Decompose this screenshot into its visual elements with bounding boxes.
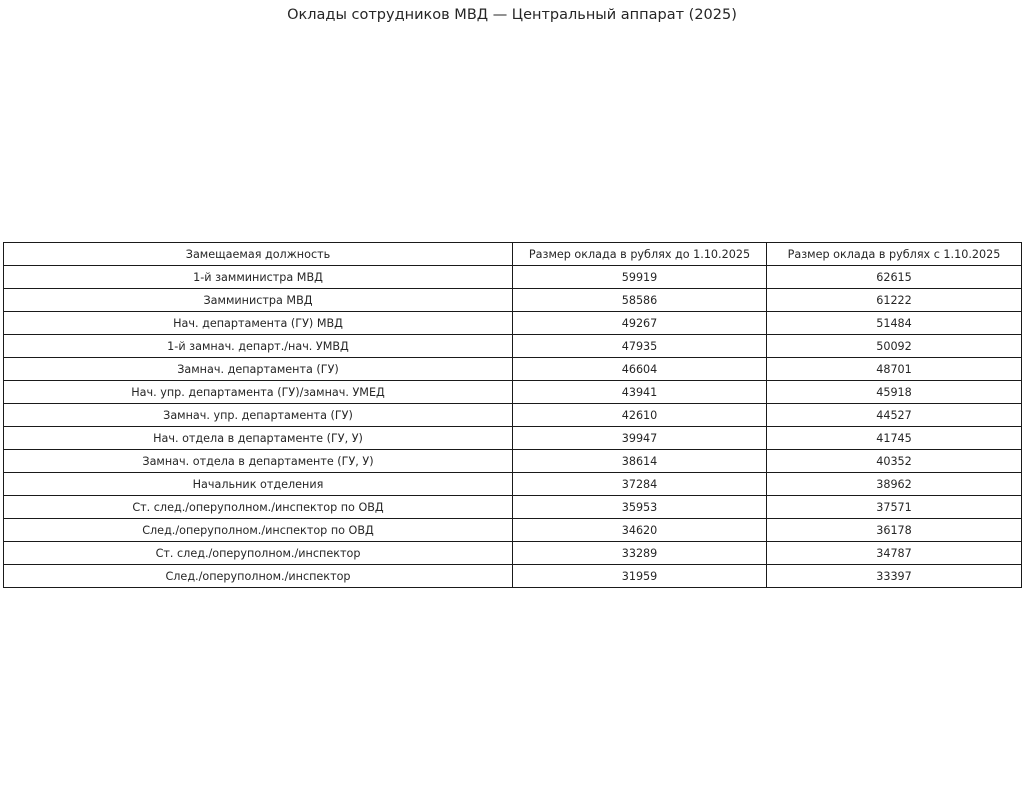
table-body — [4, 266, 1022, 588]
table-row — [4, 404, 1022, 427]
table-row — [4, 542, 1022, 565]
position-cell: Нач. департамента (ГУ) МВД — [4, 312, 513, 335]
position-cell: Ст. след./оперуполном./инспектор по ОВД — [4, 496, 513, 519]
salary-after-cell: 51484 — [767, 312, 1022, 335]
salary-before-cell: 47935 — [513, 335, 767, 358]
table-row — [4, 450, 1022, 473]
position-cell: Нач. отдела в департаменте (ГУ, У) — [4, 427, 513, 450]
salary-after-cell: 33397 — [767, 565, 1022, 588]
salary-before-cell: 42610 — [513, 404, 767, 427]
column-header-position: Замещаемая должность — [4, 243, 513, 266]
salary-before-cell: 35953 — [513, 496, 767, 519]
position-cell: Нач. упр. департамента (ГУ)/замнач. УМЕД — [4, 381, 513, 404]
salary-before-cell: 46604 — [513, 358, 767, 381]
salary-before-cell: 34620 — [513, 519, 767, 542]
salary-after-cell: 48701 — [767, 358, 1022, 381]
salary-before-cell: 33289 — [513, 542, 767, 565]
salary-after-cell: 50092 — [767, 335, 1022, 358]
position-cell: Замнач. отдела в департаменте (ГУ, У) — [4, 450, 513, 473]
table-row — [4, 427, 1022, 450]
column-header-salary-after: Размер оклада в рублях с 1.10.2025 — [767, 243, 1022, 266]
salary-before-cell: 38614 — [513, 450, 767, 473]
salary-before-cell: 43941 — [513, 381, 767, 404]
salary-before-cell: 31959 — [513, 565, 767, 588]
position-cell: След./оперуполном./инспектор по ОВД — [4, 519, 513, 542]
salary-after-cell: 36178 — [767, 519, 1022, 542]
salary-after-cell: 61222 — [767, 289, 1022, 312]
position-cell: 1-й замминистра МВД — [4, 266, 513, 289]
salary-before-cell: 49267 — [513, 312, 767, 335]
position-cell: Ст. след./оперуполном./инспектор — [4, 542, 513, 565]
salary-before-cell: 37284 — [513, 473, 767, 496]
salary-before-cell: 59919 — [513, 266, 767, 289]
salary-after-cell: 44527 — [767, 404, 1022, 427]
table-row — [4, 358, 1022, 381]
salary-before-cell: 58586 — [513, 289, 767, 312]
salary-after-cell: 62615 — [767, 266, 1022, 289]
salary-before-cell: 39947 — [513, 427, 767, 450]
position-cell: Замнач. упр. департамента (ГУ) — [4, 404, 513, 427]
table-row — [4, 496, 1022, 519]
table-row — [4, 335, 1022, 358]
salary-after-cell: 34787 — [767, 542, 1022, 565]
salary-table — [3, 242, 1022, 588]
position-cell: 1-й замнач. департ./нач. УМВД — [4, 335, 513, 358]
salary-after-cell: 37571 — [767, 496, 1022, 519]
chart-title: Оклады сотрудников МВД — Центральный аппарат (2025) — [287, 7, 737, 23]
salary-after-cell: 41745 — [767, 427, 1022, 450]
salary-after-cell: 45918 — [767, 381, 1022, 404]
column-header-salary-before: Размер оклада в рублях до 1.10.2025 — [513, 243, 767, 266]
table-row — [4, 289, 1022, 312]
table-row — [4, 266, 1022, 289]
position-cell: Замминистра МВД — [4, 289, 513, 312]
position-cell: Замнач. департамента (ГУ) — [4, 358, 513, 381]
position-cell: Начальник отделения — [4, 473, 513, 496]
salary-after-cell: 40352 — [767, 450, 1022, 473]
table-row — [4, 381, 1022, 404]
header-row — [4, 243, 1022, 266]
table-row — [4, 312, 1022, 335]
table-row — [4, 519, 1022, 542]
table-row — [4, 473, 1022, 496]
position-cell: След./оперуполном./инспектор — [4, 565, 513, 588]
salary-after-cell: 38962 — [767, 473, 1022, 496]
table-header — [4, 243, 1022, 266]
table-row — [4, 565, 1022, 588]
